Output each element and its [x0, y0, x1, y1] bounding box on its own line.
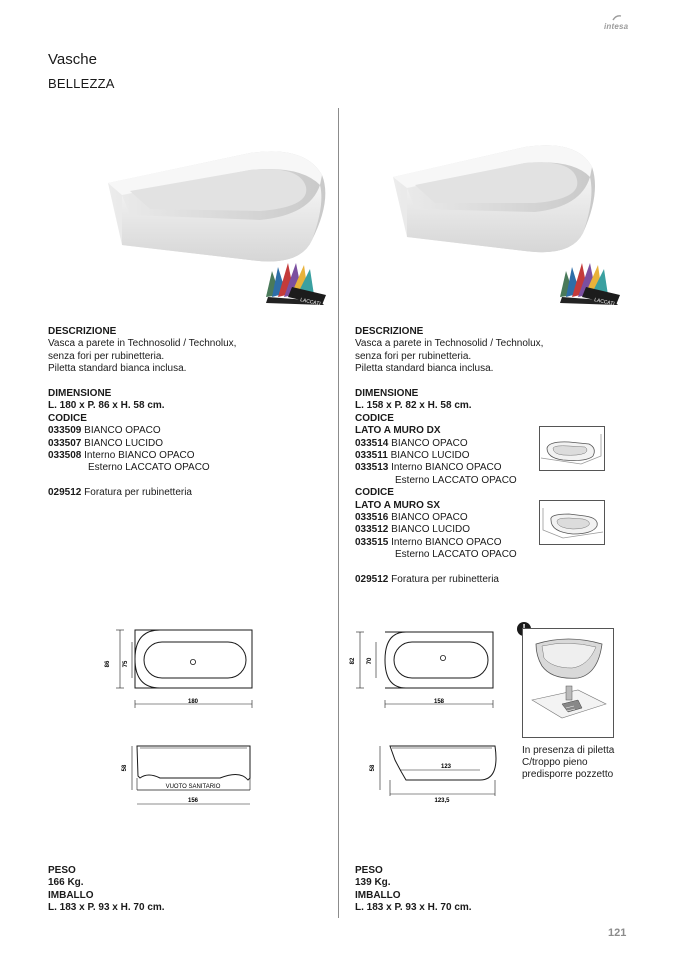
- page-number: 121: [608, 927, 627, 939]
- right-code-title-2: CODICE: [355, 487, 394, 499]
- left-desc-line: Vasca a parete in Technosolid / Technolux,: [48, 338, 237, 350]
- page-title: Vasche: [48, 51, 97, 68]
- right-code-row: 033515 Interno BIANCO OPACO: [355, 536, 502, 548]
- left-dim-inner-depth: 75: [123, 660, 129, 668]
- left-dim-length: 180: [187, 699, 199, 705]
- right-swatch-label: LACCATI: [593, 297, 616, 307]
- left-dim-height: 58: [122, 764, 128, 772]
- left-code-extra: Esterno LACCATO OPACO: [88, 462, 210, 474]
- right-group1-title: LATO A MURO DX: [355, 425, 441, 437]
- left-code-row: 033507 BIANCO LUCIDO: [48, 437, 164, 449]
- right-dim-depth: 82: [350, 657, 356, 665]
- right-desc-line: Piletta standard bianca inclusa.: [355, 363, 494, 375]
- right-desc-title: DESCRIZIONE: [355, 326, 424, 337]
- left-dim-value: L. 180 x P. 86 x H. 58 cm.: [48, 400, 165, 412]
- right-group1-extra: Esterno LACCATO OPACO: [395, 474, 517, 486]
- right-spec-block: [355, 326, 543, 587]
- left-desc-title: DESCRIZIONE: [48, 326, 117, 337]
- brand-logo: intesa: [604, 22, 629, 31]
- right-group2-title: LATO A MURO SX: [355, 499, 440, 511]
- right-dim-base-length: 123: [440, 764, 452, 770]
- right-desc-line: Vasca a parete in Technosolid / Technolux,: [355, 338, 544, 350]
- left-code-row: 033508 Interno BIANCO OPACO: [48, 450, 195, 462]
- left-code-row: 033509 BIANCO OPACO: [48, 425, 161, 437]
- page-subtitle: BELLEZZA: [48, 76, 115, 91]
- left-desc-line: Piletta standard bianca inclusa.: [48, 363, 187, 375]
- left-weight-block: PESO 166 Kg. IMBALLO L. 183 x P. 93 x H. 70 cm.: [48, 865, 165, 914]
- piletta-illustration: [522, 628, 614, 738]
- right-desc-line: senza fori per rubinetteria.: [355, 350, 472, 362]
- right-dim-height: 58: [370, 764, 376, 772]
- left-code-title: CODICE: [48, 412, 87, 424]
- wall-sx-thumbnail: [539, 500, 605, 545]
- right-code-row: 033514 BIANCO OPACO: [355, 437, 468, 449]
- left-technical-drawing: [100, 620, 270, 820]
- left-dim-base-length: 156: [187, 798, 199, 804]
- left-dim-depth: 86: [105, 660, 111, 668]
- right-code-row: 033516 BIANCO OPACO: [355, 512, 468, 524]
- right-code-row: 033512 BIANCO LUCIDO: [355, 524, 471, 536]
- left-foratura-row: 029512 Foratura per rubinetteria: [48, 487, 192, 499]
- right-code-row: 033513 Interno BIANCO OPACO: [355, 462, 502, 474]
- right-code-row: 033511 BIANCO LUCIDO: [355, 450, 470, 462]
- right-dim-length: 158: [433, 699, 445, 705]
- right-group2-extra: Esterno LACCATO OPACO: [395, 549, 517, 561]
- left-color-swatch-fan: [262, 257, 332, 307]
- right-code-title: CODICE: [355, 412, 394, 424]
- piletta-note: In presenza di piletta C/troppo pieno predisporre pozzetto: [522, 745, 615, 780]
- right-foratura-row: 029512 Foratura per rubinetteria: [355, 574, 499, 586]
- left-base-label: VUOTO SANITARIO: [165, 784, 221, 790]
- right-technical-drawing: [340, 620, 510, 820]
- right-dim-inner-depth: 70: [367, 657, 373, 665]
- left-spec-block: [48, 326, 236, 500]
- right-dim-value: L. 158 x P. 82 x H. 58 cm.: [355, 400, 472, 412]
- wall-dx-thumbnail: [539, 426, 605, 471]
- left-swatch-label: LACCATI: [299, 297, 322, 307]
- left-desc-line: senza fori per rubinetteria.: [48, 350, 165, 362]
- right-dim-title: DIMENSIONE: [355, 388, 419, 400]
- left-dim-title: DIMENSIONE: [48, 388, 112, 400]
- right-dim-bottom-length: 123,5: [434, 798, 450, 804]
- right-weight-block: PESO 139 Kg. IMBALLO L. 183 x P. 93 x H. 70 cm.: [355, 865, 472, 914]
- brand-logo-icon: [612, 15, 622, 21]
- right-color-swatch-fan: [556, 257, 626, 307]
